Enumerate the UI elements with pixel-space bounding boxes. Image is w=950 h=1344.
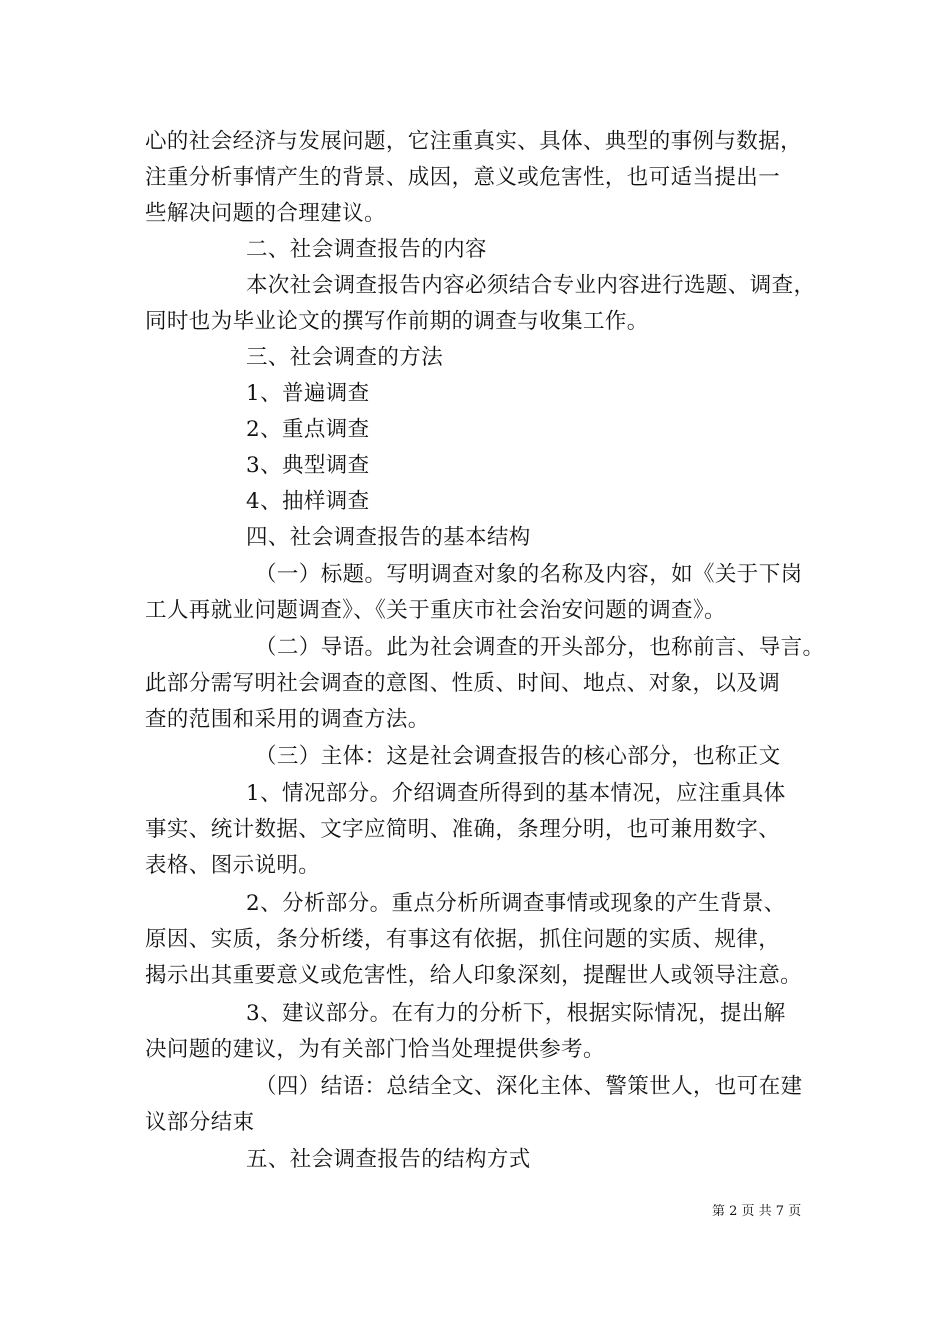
body-text-line: 此部分需写明社会调查的意图、性质、时间、地点、对象，以及调 — [145, 671, 781, 696]
body-text-line: 原因、实质，条分析缕，有事这有依据，抓住问题的实质、规律， — [145, 927, 781, 952]
list-item: 2、重点调查 — [246, 417, 370, 442]
subsection-line: （一）标题。写明调查对象的名称及内容，如《关于下岗 — [255, 562, 803, 587]
section-heading: 五、社会调查报告的结构方式 — [246, 1147, 531, 1172]
body-text-line: 事实、统计数据、文字应简明、准确，条理分明，也可兼用数字、 — [145, 817, 781, 842]
body-text-line: 2、分析部分。重点分析所调查事情或现象的产生背景、 — [246, 891, 786, 916]
body-text-line: 1、情况部分。介绍调查所得到的基本情况，应注重具体 — [246, 781, 786, 806]
page-number-footer: 第 2 页 共 7 页 — [712, 1204, 802, 1219]
list-item: 3、典型调查 — [246, 453, 370, 478]
subsection-line: （四）结语：总结全文、深化主体、警策世人，也可在建 — [255, 1074, 803, 1099]
body-text-line: 议部分结束 — [145, 1110, 255, 1135]
body-text-line: 表格、图示说明。 — [145, 853, 321, 878]
section-heading: 三、社会调查的方法 — [246, 345, 444, 370]
body-text-line: 决问题的建议，为有关部门恰当处理提供参考。 — [145, 1037, 605, 1062]
body-text-line: 同时也为毕业论文的撰写作前期的调查与收集工作。 — [145, 309, 649, 334]
body-text-line: 心的社会经济与发展问题，它注重真实、具体、典型的事例与数据， — [145, 129, 803, 154]
body-text-line: 本次社会调查报告内容必须结合专业内容进行选题、调查， — [246, 273, 816, 298]
body-text-line: 3、建议部分。在有力的分析下，根据实际情况，提出解 — [246, 1001, 786, 1026]
subsection-line: （二）导语。此为社会调查的开头部分，也称前言、导言。 — [255, 635, 825, 660]
section-heading: 四、社会调查报告的基本结构 — [246, 525, 531, 550]
list-item: 1、普遍调查 — [246, 381, 370, 406]
body-text-line: 注重分析事情产生的背景、成因，意义或危害性，也可适当提出一 — [145, 165, 781, 190]
list-item: 4、抽样调查 — [246, 489, 370, 514]
body-text-line: 些解决问题的合理建议。 — [145, 201, 386, 226]
section-heading: 二、社会调查报告的内容 — [246, 237, 487, 262]
body-text-line: 查的范围和采用的调查方法。 — [145, 707, 430, 732]
body-text-line: 揭示出其重要意义或危害性，给人印象深刻，提醒世人或领导注意。 — [145, 963, 803, 988]
body-text-line: 工人再就业问题调查》、《关于重庆市社会治安问题的调查》。 — [145, 598, 726, 623]
subsection-line: （三）主体：这是社会调查报告的核心部分，也称正文 — [255, 744, 781, 769]
